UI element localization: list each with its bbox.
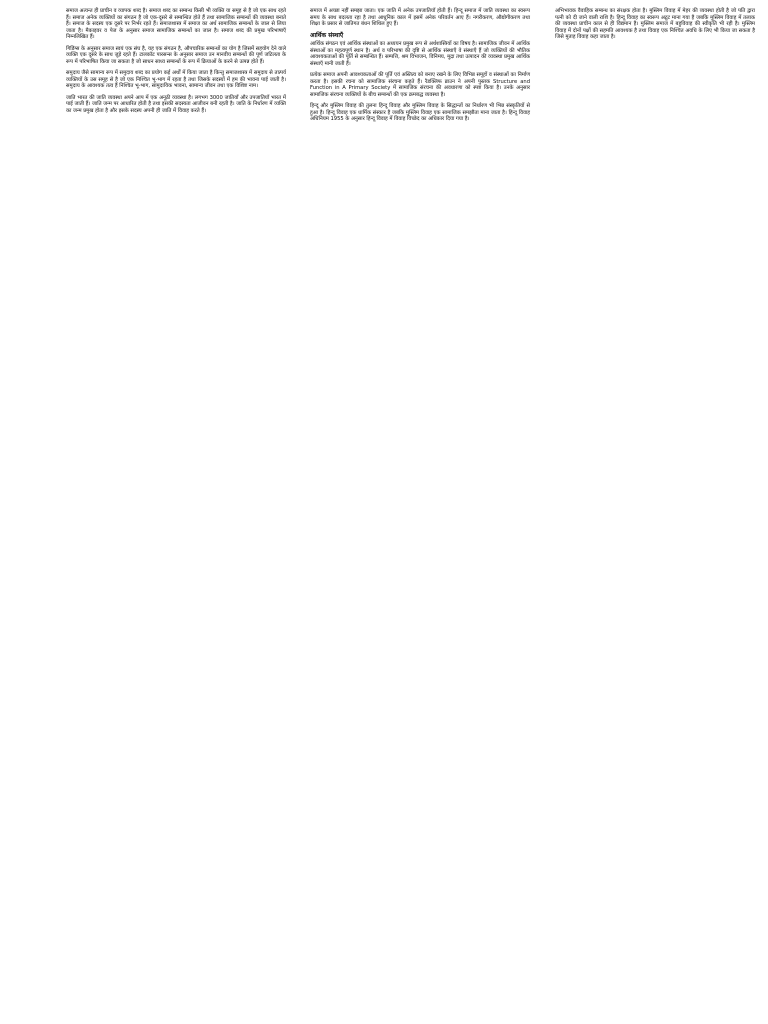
paragraph: अभिभावक वैवाहिक सम्बन्ध का संरक्षक होता है। मुस्लिम विवाह में मेहर की व्यवस्था होती है जो पति द्वारा पत्नी को दी जाने वाली राशि है। हिन्दू विवाह का स्वरूप अटूट माना गया है जबकि मुस्लिम विवाह में तलाक की व्यवस्था प्राचीन काल से ही विद्यमान है। मुस्लिम समाज में बहुविवाह की स्वीकृति भी रही है। मुस्लिम विवाह में दोनों पक्षों की सहमति आवश्यक है तथा विवाह एक निश्चित अवधि के लिए भी किया जा सकता है जिसे मुताह विवाह कहा जाता है। bbox=[555, 8, 755, 40]
paragraph: जाति भारत की जाति व्यवस्था अपने आप में एक अनूठी व्यवस्था है। लगभग 3000 जातियाँ और उपजातियाँ भारत में पाई जाती हैं। जाति जन्म पर आधारित होती है तथा इसकी सदस्यता आजीवन बनी रहती है। जाति के निर्धारण में व्यक्ति का जन्म प्रमुख होता है और इसके सदस्य अपनी ही जाति में विवाह करते हैं। bbox=[66, 94, 286, 114]
paragraph: समाज में अच्छा नहीं समझा जाता। एक जाति में अनेक उपजातियाँ होती हैं। हिन्दू समाज में जाति व्यवस्था का स्वरूप समय के साथ बदलता रहा है तथा आधुनिक काल में इसमें अनेक परिवर्तन आए हैं। नगरीकरण, औद्योगीकरण तथा शिक्षा के प्रसार से जातिगत बंधन शिथिल हुए हैं। bbox=[310, 8, 530, 27]
paragraph: समाज अत्यन्त ही प्राचीन व व्यापक शब्द है। समाज शब्द का सम्बन्ध किसी भी व्यक्ति या समूह से है जो एक साथ रहते हैं। समाज अनेक व्यक्तियों का संगठन है जो एक-दूसरे से सम्बन्धित होते हैं तथा सामाजिक सम्बन्धों की व्यवस्था बनाते हैं। समाज के सदस्य एक दूसरे पर निर्भर रहते हैं। समाजशास्त्र में समाज का अर्थ सामाजिक सम्बन्धों के जाल से लिया जाता है। मैकाइवर व पेज के अनुसार समाज सामाजिक सम्बन्धों का जाल है। समाज शब्द की प्रमुख परिभाषाएँ निम्नलिखित हैं। bbox=[66, 8, 286, 40]
paragraph: गिडिंग्स के अनुसार समाज स्वयं एक संघ है, यह एक संगठन है, औपचारिक सम्बन्धों का योग है जिसमें सहयोग देने वाले व्यक्ति एक दूसरे के साथ जुड़े रहते हैं। टालकॉट पारसन्स के अनुसार समाज उन मानवीय सम्बन्धों की पूर्ण जटिलता के रूप में परिभाषित किया जा सकता है जो साधन साध्य सम्बन्धों के रूप में क्रियाओं के करने से उत्पन्न होते हैं। bbox=[66, 45, 286, 65]
text-column-middle bbox=[310, 8, 530, 128]
paragraph: हिन्दू और मुस्लिम विवाह की तुलना हिन्दू विवाह और मुस्लिम विवाह के सिद्धान्तों का निर्धारण भी भिन्न संस्कृतियों से हुआ है। हिन्दू विवाह एक धार्मिक संस्कार है जबकि मुस्लिम विवाह एक सामाजिक समझौता माना जाता है। हिन्दू विवाह अधिनियम 1955 के अनुसार हिन्दू विवाह में विवाह विच्छेद का अधिकार दिया गया है। bbox=[310, 103, 530, 122]
paragraph: प्रत्येक समाज अपनी आवश्यकताओं की पूर्ति एवं अस्तित्व को बनाए रखने के लिए विभिन्न समूहों व संस्थाओं का निर्माण करता है। इसकी रचना को सामाजिक संरचना कहते हैं। रैडक्लिफ ब्राउन ने अपनी पुस्तक Structure and Function in A Primary Society में सामाजिक संरचना की अवधारणा को स्पष्ट किया है। उनके अनुसार सामाजिक संरचना व्यक्तियों के बीच सम्बन्धों की एक क्रमबद्ध व्यवस्था है। bbox=[310, 72, 530, 98]
paragraph: समुदाय जैसे सामान्य रूप में समुदाय शब्द का प्रयोग कई अर्थों में किया जाता है किन्तु समाजशास्त्र में समुदाय से तात्पर्य व्यक्तियों के उस समूह से है जो एक निश्चित भू-भाग में रहता है तथा जिसके सदस्यों में हम की भावना पाई जाती है। समुदाय के आवश्यक तत्व हैं निश्चित भू-भाग, सामुदायिक भावना, सामान्य जीवन तथा एक विशिष्ट नाम। bbox=[66, 70, 286, 89]
text-column-left bbox=[66, 8, 286, 119]
section-heading: आर्थिक संस्थाएँ bbox=[310, 31, 344, 39]
text-column-right bbox=[555, 8, 755, 46]
paragraph: आर्थिक संगठन एवं आर्थिक संस्थाओं का अध्ययन प्रमुख रूप से अर्थशास्त्रियों का विषय है। सामाजिक जीवन में आर्थिक संस्थाओं का महत्वपूर्ण स्थान है। अर्थ व परिभाषा की दृष्टि से आर्थिक संस्थाएँ वे संस्थाएँ हैं जो व्यक्तियों की भौतिक आवश्यकताओं की पूर्ति से सम्बन्धित हैं। सम्पत्ति, श्रम विभाजन, विनिमय, मुद्रा तथा उत्पादन की व्यवस्था प्रमुख आर्थिक संस्थाएँ मानी जाती हैं। bbox=[310, 41, 530, 67]
